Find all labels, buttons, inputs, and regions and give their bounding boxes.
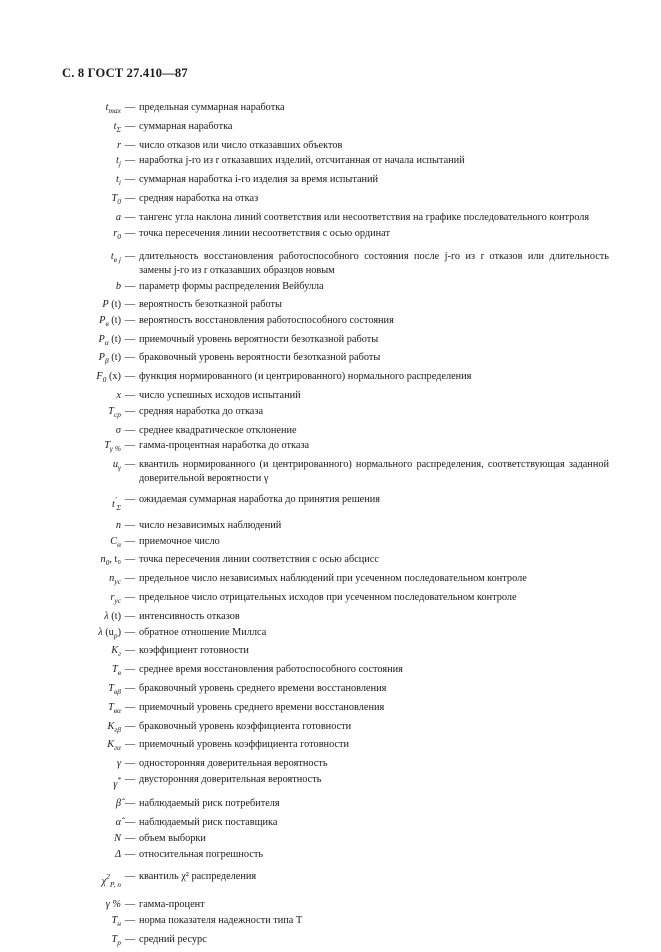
dash-separator: — xyxy=(124,535,136,547)
symbol: $n_{ус}$ xyxy=(109,573,121,587)
definition-row xyxy=(0,914,661,931)
definition-row xyxy=(0,370,661,387)
definition-row xyxy=(0,738,661,755)
dash-separator: — xyxy=(124,120,136,132)
dash-separator: — xyxy=(124,554,136,566)
symbol: $C_\alpha$ xyxy=(110,535,121,549)
dash-separator: — xyxy=(124,371,136,383)
definition-row xyxy=(0,720,661,737)
definition-row xyxy=(0,816,661,830)
definition-row xyxy=(0,682,661,699)
symbol: $K_{г\beta}$ xyxy=(107,720,121,734)
dash-separator: — xyxy=(124,192,136,204)
definition-text: предельное число отрицательных исходов при усеченном последовательном контроле xyxy=(139,591,517,603)
definition-text: гамма-процент xyxy=(139,899,205,911)
definition-row xyxy=(0,848,661,862)
symbol: $t_{max}$ xyxy=(105,102,121,115)
dash-separator: — xyxy=(124,389,136,401)
symbol: $K_г$ xyxy=(111,645,121,659)
symbol: $T_{в\beta}$ xyxy=(108,682,121,696)
dash-separator: — xyxy=(124,773,136,785)
dash-separator: — xyxy=(124,626,136,638)
definition-text: средняя наработка на отказ xyxy=(139,192,259,204)
symbol: n xyxy=(115,519,121,531)
definition-text: квантиль χ² распределения xyxy=(139,871,257,883)
definition-row xyxy=(0,154,661,171)
definition-row xyxy=(0,701,661,718)
definition-row xyxy=(0,663,661,680)
dash-separator: — xyxy=(124,102,136,113)
dash-separator: — xyxy=(124,664,136,676)
dash-separator: — xyxy=(124,440,136,452)
symbol: $T_в$ xyxy=(112,664,121,678)
definition-text: тангенс угла наклона линий соответствия или несоответствия на графике последовательного контроля xyxy=(139,211,590,223)
definition-row xyxy=(0,173,661,190)
definition-row xyxy=(0,192,661,209)
definition-row xyxy=(0,832,661,846)
definition-row xyxy=(0,493,661,515)
definition-text: наблюдаемый риск поставщика xyxy=(139,817,278,829)
symbol: $P_\alpha$ (t) xyxy=(98,333,121,347)
definition-row xyxy=(0,553,661,570)
dash-separator: — xyxy=(124,610,136,622)
definition-text: приемочный уровень вероятности безотказной работы xyxy=(139,333,379,345)
symbol: $T_{\gamma \%}$ xyxy=(104,440,121,454)
definition-row xyxy=(0,519,661,533)
definition-text: точка пересечения линии соответствия с осью абсцисс xyxy=(139,554,379,566)
symbol: β̂ xyxy=(115,798,121,810)
definition-text: браковочный уровень коэффициента готовности xyxy=(139,720,352,732)
definition-text: среднее время восстановления работоспособного состояния xyxy=(139,664,403,676)
dash-separator: — xyxy=(124,493,136,505)
dash-separator: — xyxy=(124,915,136,927)
definition-text: приемочный уровень среднего времени восстановления xyxy=(139,701,385,713)
definition-text: интенсивность отказов xyxy=(139,610,240,622)
definition-text: норма показателя надежности типа Т xyxy=(139,915,303,927)
definition-row xyxy=(0,314,661,331)
symbol: r xyxy=(116,139,121,151)
definition-row xyxy=(0,351,661,368)
symbol: $r_{ус}$ xyxy=(110,591,121,605)
definition-text: наработка j-го из r отказавших изделий, отсчитанная от начала испытаний xyxy=(139,155,465,167)
symbol: $\chi^2_{P, n}$ xyxy=(101,872,121,890)
symbol: $t_i$ xyxy=(116,174,121,188)
dash-separator: — xyxy=(124,833,136,845)
definition-row xyxy=(0,227,661,244)
symbol: $F_0$ (x) xyxy=(96,371,121,385)
dash-separator: — xyxy=(124,459,136,471)
dash-separator: — xyxy=(124,211,136,223)
dash-separator: — xyxy=(124,519,136,531)
definition-text: предельное число независимых наблюдений при усеченном последовательном контроле xyxy=(139,573,527,585)
definition-row xyxy=(0,591,661,608)
definition-text: функция нормированного (и центрированного) нормального распределения xyxy=(139,371,472,383)
dash-separator: — xyxy=(124,424,136,436)
definitions-list xyxy=(0,101,661,952)
symbol: a xyxy=(115,211,121,223)
definition-text: односторонняя доверительная вероятность xyxy=(139,758,328,770)
dash-separator: — xyxy=(124,933,136,945)
definition-row xyxy=(0,405,661,422)
definition-text: вероятность безотказной работы xyxy=(139,298,282,310)
definition-text: коэффициент готовности xyxy=(139,645,249,657)
symbol: $r_0$ xyxy=(113,227,121,241)
symbol: σ xyxy=(115,424,121,436)
dash-separator: — xyxy=(124,352,136,364)
dash-separator: — xyxy=(124,739,136,751)
symbol: $T_0$ xyxy=(111,192,121,206)
symbol: $P_в$ (t) xyxy=(99,314,121,328)
dash-separator: — xyxy=(124,174,136,186)
symbol: $n_0$, t₀ xyxy=(100,554,121,568)
definition-text: предельная суммарная наработка xyxy=(139,102,285,113)
dash-separator: — xyxy=(124,227,136,239)
definition-row xyxy=(0,424,661,438)
dash-separator: — xyxy=(124,139,136,151)
dash-separator: — xyxy=(124,280,136,292)
definition-row xyxy=(0,773,661,792)
definition-text: параметр формы распределения Вейбулла xyxy=(139,280,324,292)
dash-separator: — xyxy=(124,573,136,585)
symbol: b xyxy=(115,280,121,292)
definition-text: ожидаемая суммарная наработка до принятия решения xyxy=(139,493,380,505)
symbol: γ xyxy=(116,758,121,770)
symbol: N xyxy=(114,833,121,845)
definition-text: вероятность восстановления работоспособного состояния xyxy=(139,314,394,326)
dash-separator: — xyxy=(124,899,136,911)
dash-separator: — xyxy=(124,250,136,262)
dash-separator: — xyxy=(124,758,136,770)
symbol: α̂ xyxy=(115,817,121,829)
symbol: $T_р$ xyxy=(111,933,121,947)
definition-row xyxy=(0,797,661,811)
definition-row xyxy=(0,870,661,892)
definition-row xyxy=(0,610,661,624)
symbol: $T_н$ xyxy=(111,915,121,929)
definition-text: квантиль нормированного (и центрированного) нормального распределения, соответствующая заданной доверительной вероятности γ xyxy=(139,459,609,485)
definition-text: объем выборки xyxy=(139,833,206,845)
symbol: $t_j$ xyxy=(116,155,121,169)
dash-separator: — xyxy=(124,798,136,810)
definition-row xyxy=(0,626,661,643)
dash-separator: — xyxy=(124,720,136,732)
definition-text: средний ресурс xyxy=(139,933,207,945)
definition-row xyxy=(0,120,661,137)
definition-row xyxy=(0,280,661,294)
symbol: λ (t) xyxy=(104,610,121,622)
dash-separator: — xyxy=(124,591,136,603)
symbol: γ % xyxy=(105,899,121,911)
dash-separator: — xyxy=(124,817,136,829)
symbol: $K_{г\alpha}$ xyxy=(107,739,121,753)
dash-separator: — xyxy=(124,405,136,417)
definition-text: обратное отношение Миллса xyxy=(139,626,267,638)
definition-text: суммарная наработка i-го изделия за время испытаний xyxy=(139,174,379,186)
definition-text: точка пересечения линии несоответствия с осью ординат xyxy=(139,227,390,239)
symbol: $u_\gamma$ xyxy=(112,459,121,473)
definition-text: приемочный уровень коэффициента готовности xyxy=(139,739,350,751)
definition-text: гамма-процентная наработка до отказа xyxy=(139,440,310,452)
symbol: λ $(u_р)$ xyxy=(98,626,121,640)
definition-text: длительность восстановления работоспособного состояния после j-го из r отказов или длительность замены j-го из r отказавших образцов новым xyxy=(139,250,609,276)
dash-separator: — xyxy=(124,701,136,713)
dash-separator: — xyxy=(124,645,136,657)
dash-separator: — xyxy=(124,871,136,883)
definition-text: средняя наработка до отказа xyxy=(139,405,264,417)
symbol: $T_{ср}$ xyxy=(108,405,121,419)
definition-row xyxy=(0,757,661,771)
symbol: Δ xyxy=(114,848,121,860)
definition-row xyxy=(0,439,661,456)
symbol: $t_\Sigma$ xyxy=(113,120,121,134)
definition-row xyxy=(0,298,661,312)
definition-text: относительная погрешность xyxy=(139,848,264,860)
definition-text: браковочный уровень вероятности безотказной работы xyxy=(139,352,381,364)
symbol: $t_{в j}$ xyxy=(110,250,121,264)
definition-row xyxy=(0,250,661,278)
definition-text: двусторонняя доверительная вероятность xyxy=(139,773,322,785)
definition-text: среднее квадратическое отклонение xyxy=(139,424,297,436)
dash-separator: — xyxy=(124,333,136,345)
definition-text: приемочное число xyxy=(139,535,220,547)
dash-separator: — xyxy=(124,682,136,694)
definition-row xyxy=(0,644,661,661)
definition-text: число успешных исходов испытаний xyxy=(139,389,301,401)
definition-row xyxy=(0,333,661,350)
symbol: $t'_\Sigma$ xyxy=(112,494,121,512)
dash-separator: — xyxy=(124,155,136,167)
definition-row xyxy=(0,898,661,912)
symbol: P (t) xyxy=(102,298,121,310)
definition-row xyxy=(0,535,661,552)
definition-row xyxy=(0,211,661,225)
dash-separator: — xyxy=(124,298,136,310)
symbol: x xyxy=(116,389,121,401)
definition-row xyxy=(0,572,661,589)
definition-text: число отказов или число отказавших объектов xyxy=(139,139,343,151)
definition-text: суммарная наработка xyxy=(139,120,233,132)
page-header: С. 8 ГОСТ 27.410—87 xyxy=(62,66,188,80)
definition-row xyxy=(0,458,661,486)
definition-row xyxy=(0,139,661,153)
dash-separator: — xyxy=(124,848,136,860)
definition-text: число независимых наблюдений xyxy=(139,519,282,531)
definition-row xyxy=(0,101,661,118)
definition-row xyxy=(0,389,661,403)
symbol: $T_{в\alpha}$ xyxy=(108,701,121,715)
symbol: $P_\beta$ (t) xyxy=(98,352,121,366)
definition-text: наблюдаемый риск потребителя xyxy=(139,798,280,810)
symbol: γ* xyxy=(113,774,121,790)
dash-separator: — xyxy=(124,314,136,326)
definition-text: браковочный уровень среднего времени восстановления xyxy=(139,682,387,694)
